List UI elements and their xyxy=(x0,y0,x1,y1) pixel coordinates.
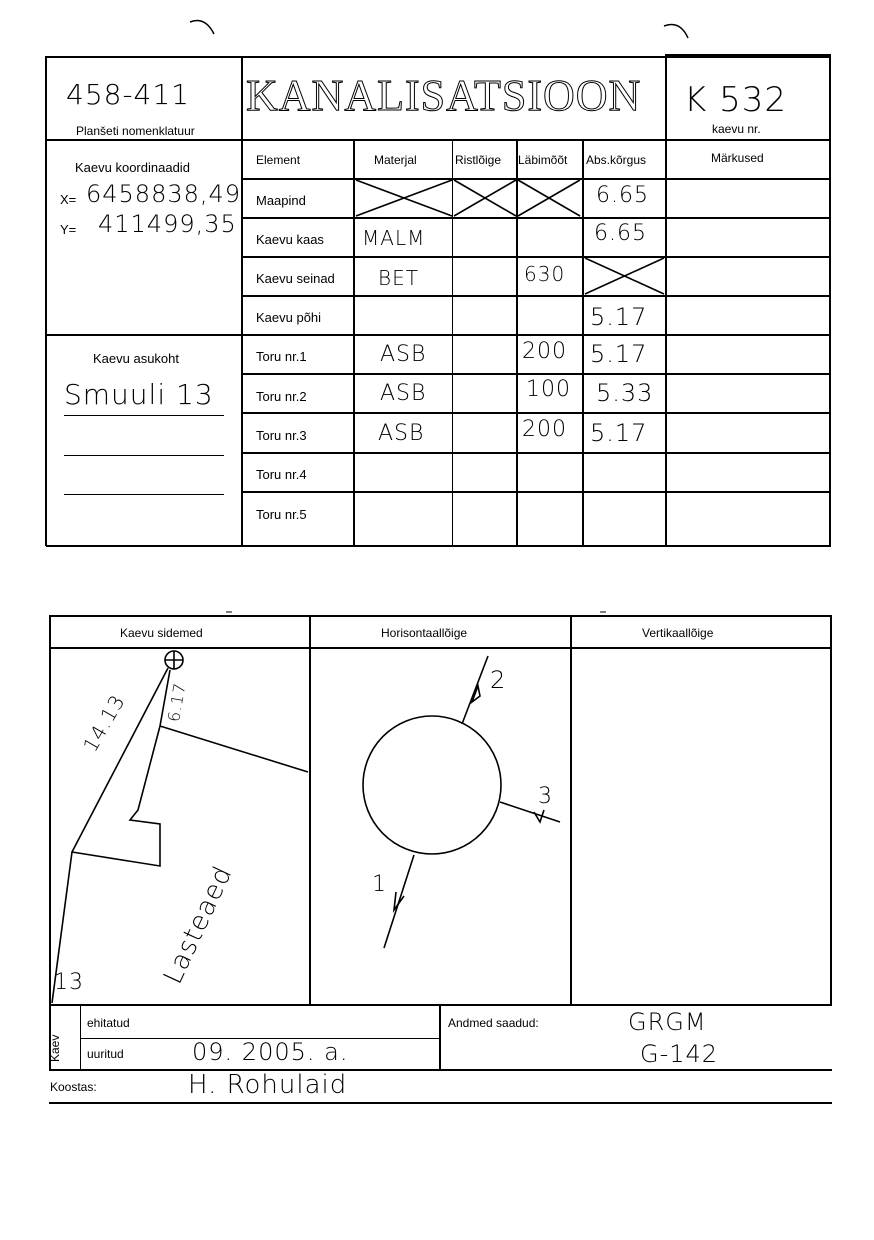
built-label: ehitatud xyxy=(87,1016,130,1030)
th-abs-height: Abs.kõrgus xyxy=(586,153,647,167)
coordinates-label: Kaevu koordinaadid xyxy=(75,160,190,175)
well-number: K 532 xyxy=(684,80,787,120)
th-cross-section: Ristlõige xyxy=(455,153,502,167)
page-title: KANALISATSIOON xyxy=(246,71,642,120)
row-material: MALM xyxy=(362,226,426,250)
pipe-2-line xyxy=(462,656,488,724)
th-notes: Märkused xyxy=(711,151,764,165)
row-element: Toru nr.1 xyxy=(256,349,307,364)
well-circle xyxy=(363,716,501,854)
plansheet-number: 458-411 xyxy=(66,78,190,111)
row-material: ASB xyxy=(378,421,425,446)
row-material: ASB xyxy=(380,381,427,406)
row-height: 5.33 xyxy=(596,379,654,407)
sketch-col-vertical: Vertikaallõige xyxy=(642,626,714,640)
row-element: Toru nr.3 xyxy=(256,428,307,443)
dim-label-short: 6.17 xyxy=(164,680,190,724)
pipe-1-line xyxy=(384,855,414,948)
row-diameter: 100 xyxy=(526,377,571,402)
author-name: H. Rohulaid xyxy=(188,1070,348,1100)
th-material: Materjal xyxy=(374,153,417,167)
street-name: Lasteaed xyxy=(158,861,239,989)
x-coordinate: 6458838,49 xyxy=(86,180,242,208)
pipe-label-3: 3 xyxy=(538,784,553,809)
th-diameter: Läbimõõt xyxy=(518,153,568,167)
house-number: 13 xyxy=(54,970,84,995)
row-height: 5.17 xyxy=(590,340,648,368)
row-height: 5.17 xyxy=(590,303,648,331)
row-height: 6.65 xyxy=(596,183,649,208)
row-diameter: 630 xyxy=(524,262,566,286)
location-value: Smuuli 13 xyxy=(64,378,214,411)
pipe-label-1: 1 xyxy=(372,872,387,897)
sketch-col-links: Kaevu sidemed xyxy=(120,626,203,640)
row-element: Toru nr.2 xyxy=(256,389,307,404)
row-element: Maapind xyxy=(256,193,306,208)
y-label: Y= xyxy=(60,222,77,237)
row-element: Toru nr.4 xyxy=(256,467,307,482)
row-diameter: 200 xyxy=(522,339,567,364)
row-element: Kaevu kaas xyxy=(256,232,324,247)
sketch-col-horizontal: Horisontaallõige xyxy=(381,626,468,640)
x-label: X= xyxy=(60,192,77,207)
surveyed-label: uuritud xyxy=(87,1047,124,1061)
surveyed-date: 09. 2005. a. xyxy=(192,1038,349,1066)
data-source-value: GRGM xyxy=(628,1008,707,1036)
row-material: ASB xyxy=(380,342,427,367)
pipe-label-2: 2 xyxy=(490,666,507,694)
th-element: Element xyxy=(256,153,301,167)
data-source-label: Andmed saadud: xyxy=(448,1016,539,1030)
row-element: Kaevu põhi xyxy=(256,310,322,325)
row-height: 5.17 xyxy=(590,419,648,447)
row-element: Kaevu seinad xyxy=(256,271,335,286)
well-side-label: Kaev xyxy=(48,1034,62,1062)
data-source-code: G-142 xyxy=(640,1040,719,1068)
row-element: Toru nr.5 xyxy=(256,507,307,522)
row-material: BET xyxy=(378,266,419,290)
y-coordinate: 411499,35 xyxy=(98,210,237,238)
row-diameter: 200 xyxy=(522,417,567,442)
author-label: Koostas: xyxy=(50,1080,97,1094)
dim-label-long: 14.13 xyxy=(78,690,130,756)
row-height: 6.65 xyxy=(594,221,647,246)
well-number-label: kaevu nr. xyxy=(712,122,761,136)
location-label: Kaevu asukoht xyxy=(93,351,180,366)
plansheet-label: Planšeti nomenklatuur xyxy=(76,124,195,138)
